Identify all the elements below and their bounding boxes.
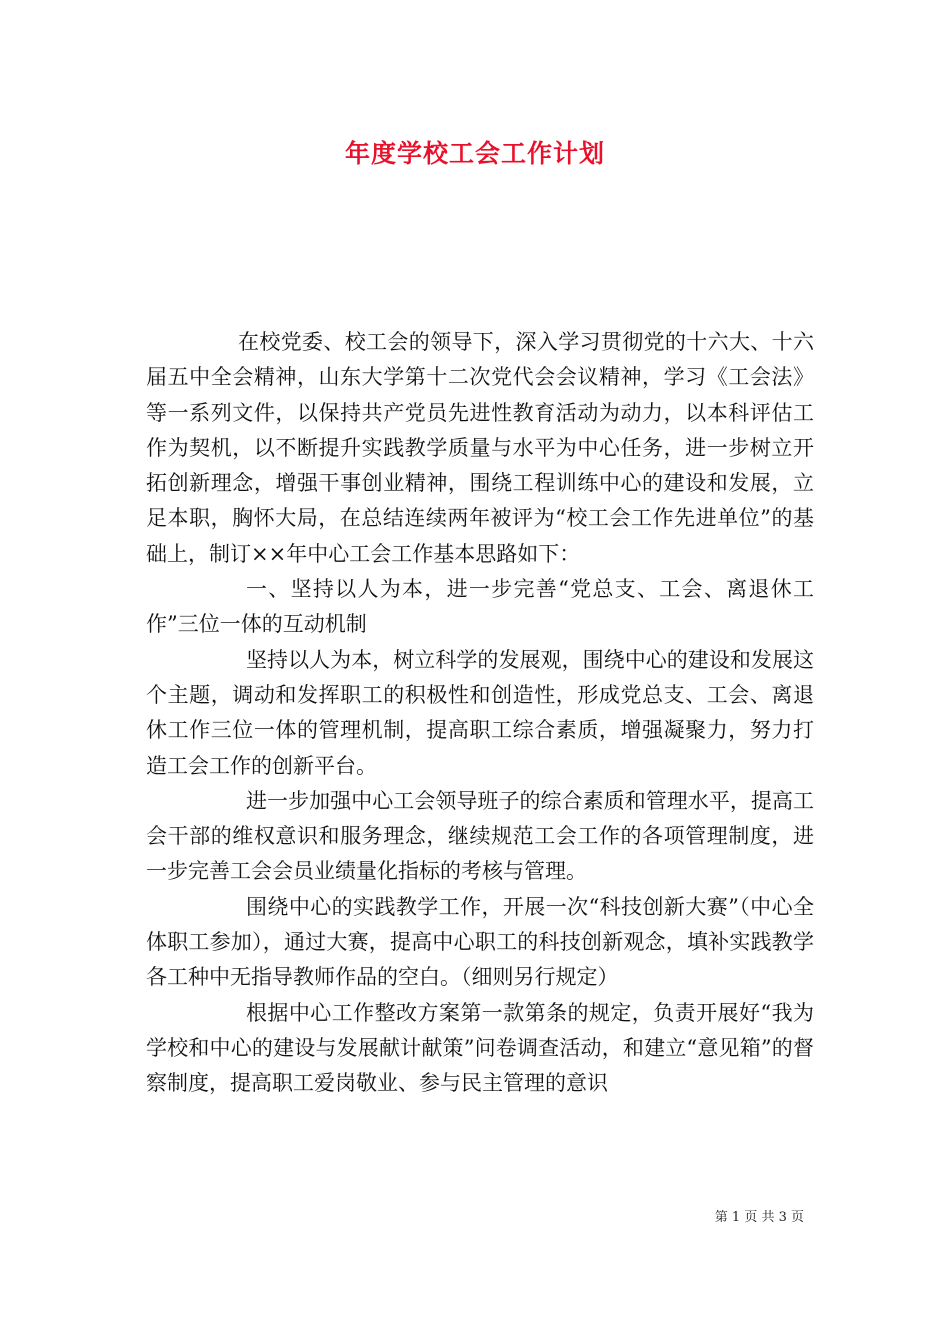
section-heading-1: 一、坚持以人为本，进一步完善“党总支、工会、离退休工作”三位一体的互动机制 <box>146 577 814 637</box>
paragraph-innovation-contest: 围绕中心的实践教学工作，开展一次“科技创新大赛”（中心全体职工参加），通过大赛，提高中心职工的科技创新观念，填补实践教学各工种中无指导教师作品的空白。（细则另行规定） <box>146 894 814 990</box>
document-body <box>146 325 814 1102</box>
paragraph-intro: 在校党委、校工会的领导下，深入学习贯彻党的十六大、十六届五中全会精神，山东大学第十二次党代会会议精神，学习《工会法》等一系列文件，以保持共产党员先进性教育活动为动力，以本科评估工作为契机，以不断提升实践教学质量与水平为中心任务，进一步树立开拓创新理念，增强干事创业精神，围绕工程训练中心的建设和发展，立足本职，胸怀大局，在总结连续两年被评为“校工会工作先进单位”的基础上，制订××年中心工会工作基本思路如下： <box>146 330 814 566</box>
paragraph-people-oriented: 坚持以人为本，树立科学的发展观，围绕中心的建设和发展这个主题，调动和发挥职工的积极性和创造性，形成党总支、工会、离退休工作三位一体的管理机制，提高职工综合素质，增强凝聚力，努力打造工会工作的创新平台。 <box>146 647 814 778</box>
page-number-footer: 第 1 页 共 3 页 <box>714 1210 804 1225</box>
paragraph-suggestions: 根据中心工作整改方案第一款第条的规定，负责开展好“我为学校和中心的建设与发展献计献策”问卷调查活动，和建立“意见箱”的督察制度，提高职工爱岗敬业、参与民主管理的意识 <box>146 1000 814 1096</box>
document-title: 年度学校工会工作计划 <box>344 139 605 168</box>
paragraph-leadership: 进一步加强中心工会领导班子的综合素质和管理水平，提高工会干部的维权意识和服务理念，继续规范工会工作的各项管理制度，进一步完善工会会员业绩量化指标的考核与管理。 <box>146 788 814 884</box>
